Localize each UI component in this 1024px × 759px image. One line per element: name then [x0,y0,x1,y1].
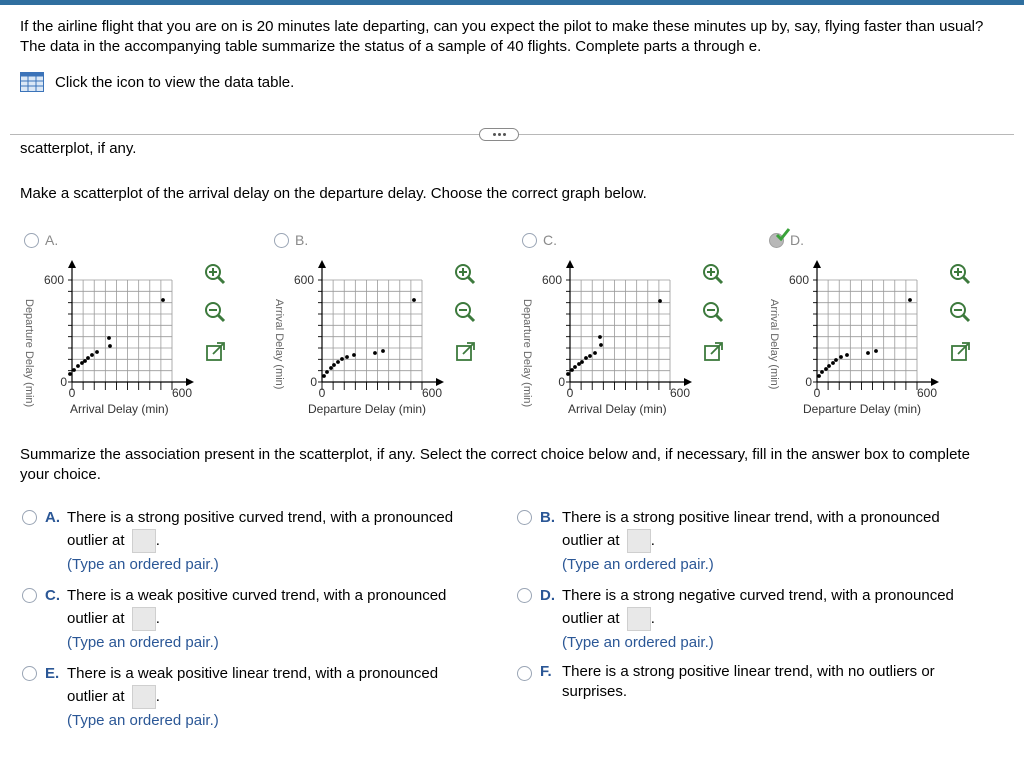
x-tick-label-zero: 0 [68,386,76,400]
choice-b[interactable]: B. There is a strong positive linear trend, with a pronounced outlier at . (Type an ordered pair.) [517,506,992,576]
scatter-point [76,364,80,368]
y-tick-label-zero: 0 [60,375,67,389]
y-axis-label: Arrival Delay (min) [273,299,285,390]
x-axis-label: Departure Delay (min) [308,402,427,416]
y-axis-label: Departure Delay (min) [521,299,533,408]
y-axis-arrow [318,260,326,268]
scatter-point [599,343,603,347]
x-tick-label-end: 600 [171,386,193,400]
scatter-point [412,298,416,302]
x-tick-label-zero: 0 [318,386,326,400]
plot-grid [322,280,422,382]
zoom-out-icon[interactable] [204,301,226,323]
zoom-in-icon[interactable] [702,263,724,285]
x-axis-label: Arrival Delay (min) [568,402,667,416]
scatter-point [817,374,821,378]
scatterplot [20,258,200,408]
scatter-point [834,358,838,362]
choice-a-answer-input[interactable] [132,529,156,553]
choice-f[interactable]: F. There is a strong positive linear trend, with no outliers or surprises. [517,662,982,702]
scatter-point [325,370,329,374]
scatter-point [831,361,835,365]
x-axis-label: Arrival Delay (min) [70,402,169,416]
graph-option-a[interactable] [20,230,260,430]
graph-option-header[interactable] [769,232,804,248]
choice-e-answer-input[interactable] [132,685,156,709]
zoom-out-icon[interactable] [454,301,476,323]
choice-a-radio[interactable] [22,510,37,525]
graph-option-header[interactable] [522,232,557,248]
expand-previous-button[interactable] [479,128,519,141]
x-axis-label: Departure Delay (min) [803,402,922,416]
open-new-window-icon[interactable] [204,341,226,363]
checkmark-icon [776,228,790,242]
x-tick-label-end: 600 [916,386,938,400]
scatter-point [68,372,72,376]
y-tick-label-top: 600 [541,273,562,287]
scatter-point [866,351,870,355]
choice-a[interactable]: A. There is a strong positive curved trend, with a pronounced outlier at . (Type an ordered pair.) [22,506,487,576]
choice-f-radio[interactable] [517,666,532,681]
x-axis-arrow [684,378,692,386]
scatter-point [95,350,99,354]
y-axis-arrow [813,260,821,268]
plot-grid [817,280,917,382]
scatter-point [908,298,912,302]
scatter-point [658,299,662,303]
scatter-point [588,354,592,358]
zoom-in-icon[interactable] [204,263,226,285]
scatter-point [336,360,340,364]
scatter-point [322,374,326,378]
graph-option-letter: C. [543,232,557,248]
choice-c-answer-input[interactable] [132,607,156,631]
dot-icon [503,133,506,136]
graph-tools [949,263,971,373]
x-axis-arrow [186,378,194,386]
y-axis-label: Departure Delay (min) [23,299,35,408]
graph-option-d[interactable] [765,230,1005,430]
scatter-point [566,372,570,376]
scatter-point [72,368,76,372]
choice-e[interactable]: E. There is a weak positive linear trend, with a pronounced outlier at . (Type an ordered pair.) [22,662,487,732]
scatterplot [518,258,698,408]
scatter-point [381,349,385,353]
scatter-point [352,353,356,357]
scatterplot [765,258,945,403]
scatter-point [90,353,94,357]
scatter-point [827,364,831,368]
scatter-point [874,349,878,353]
x-tick-label-end: 600 [421,386,443,400]
choice-b-answer-input[interactable] [627,529,651,553]
scatter-point [332,363,336,367]
top-bar [0,0,1024,5]
scatter-point [593,351,597,355]
y-tick-label-zero: 0 [558,375,565,389]
graph-option-header[interactable] [274,232,308,248]
choice-c-radio[interactable] [22,588,37,603]
choice-e-radio[interactable] [22,666,37,681]
y-tick-label-top: 600 [788,273,809,287]
graph-option-letter: D. [790,232,804,248]
graph-tools [454,263,476,373]
scatter-point [86,356,90,360]
zoom-in-icon[interactable] [454,263,476,285]
choice-c[interactable]: C. There is a weak positive curved trend, with a pronounced outlier at . (Type an ordered pair.) [22,584,487,654]
y-tick-label-zero: 0 [805,375,812,389]
table-grid-icon[interactable] [20,72,44,92]
graph-option-radio[interactable] [24,233,39,248]
question-scatterplot: Make a scatterplot of the arrival delay on the departure delay. Choose the correct graph below. [20,185,647,202]
zoom-out-icon[interactable] [949,301,971,323]
scatter-point [570,368,574,372]
problem-prompt: If the airline flight that you are on is 20 minutes late departing, can you expect the pilot to make these minutes up by, say, flying faster than usual? The data in the accompanying table summarize the status of a sample of 40 flights. Complete parts a through e. [20,18,984,55]
graph-option-radio[interactable] [769,233,784,248]
graph-tools [702,263,724,373]
scatter-point [83,359,87,363]
choice-d[interactable]: D. There is a strong negative curved trend, with a pronounced outlier at . (Type an ordered pair.) [517,584,992,654]
graph-option-header[interactable] [24,232,58,248]
scatter-point [584,356,588,360]
plot-grid [570,280,670,382]
plot-grid [72,280,172,382]
scatter-point [845,353,849,357]
truncated-previous-text: scatterplot, if any. [20,140,137,157]
zoom-out-icon[interactable] [702,301,724,323]
scatter-point [161,298,165,302]
y-tick-label-zero: 0 [310,375,317,389]
question-association: Summarize the association present in the scatterplot, if any. Select the correct choice below and, if necessary, fill in the answer box to complete your choice. [20,446,970,483]
scatter-point [824,367,828,371]
y-axis-label: Arrival Delay (min) [768,299,780,390]
scatter-point [598,335,602,339]
scatter-point [345,355,349,359]
y-axis-arrow [68,260,76,268]
graph-option-radio[interactable] [274,233,289,248]
scatter-point [107,336,111,340]
scatter-point [839,355,843,359]
view-data-table-label[interactable]: Click the icon to view the data table. [55,73,295,91]
x-tick-label-zero: 0 [566,386,574,400]
y-tick-label-top: 600 [43,273,64,287]
graph-option-letter: A. [45,232,59,248]
scatterplot [270,258,450,403]
scatter-point [329,366,333,370]
choice-d-radio[interactable] [517,588,532,603]
dot-icon [493,133,496,136]
dot-icon [498,133,501,136]
zoom-in-icon[interactable] [949,263,971,285]
graph-tools [204,263,226,373]
x-tick-label-end: 600 [669,386,691,400]
scatter-point [820,370,824,374]
open-new-window-icon[interactable] [949,341,971,363]
graph-option-radio[interactable] [522,233,537,248]
x-axis-arrow [436,378,444,386]
scatter-point [573,365,577,369]
x-axis-arrow [931,378,939,386]
graph-option-b[interactable] [270,230,510,430]
scatter-point [373,351,377,355]
scatter-point [108,344,112,348]
y-tick-label-top: 600 [293,273,314,287]
scatter-point [340,357,344,361]
x-tick-label-zero: 0 [813,386,821,400]
scatter-point [580,360,584,364]
view-data-table-link[interactable] [20,72,294,92]
graph-option-c[interactable] [518,230,758,430]
y-axis-arrow [566,260,574,268]
choice-d-answer-input[interactable] [627,607,651,631]
graph-option-letter: B. [295,232,309,248]
open-new-window-icon[interactable] [454,341,476,363]
choice-b-radio[interactable] [517,510,532,525]
open-new-window-icon[interactable] [702,341,724,363]
